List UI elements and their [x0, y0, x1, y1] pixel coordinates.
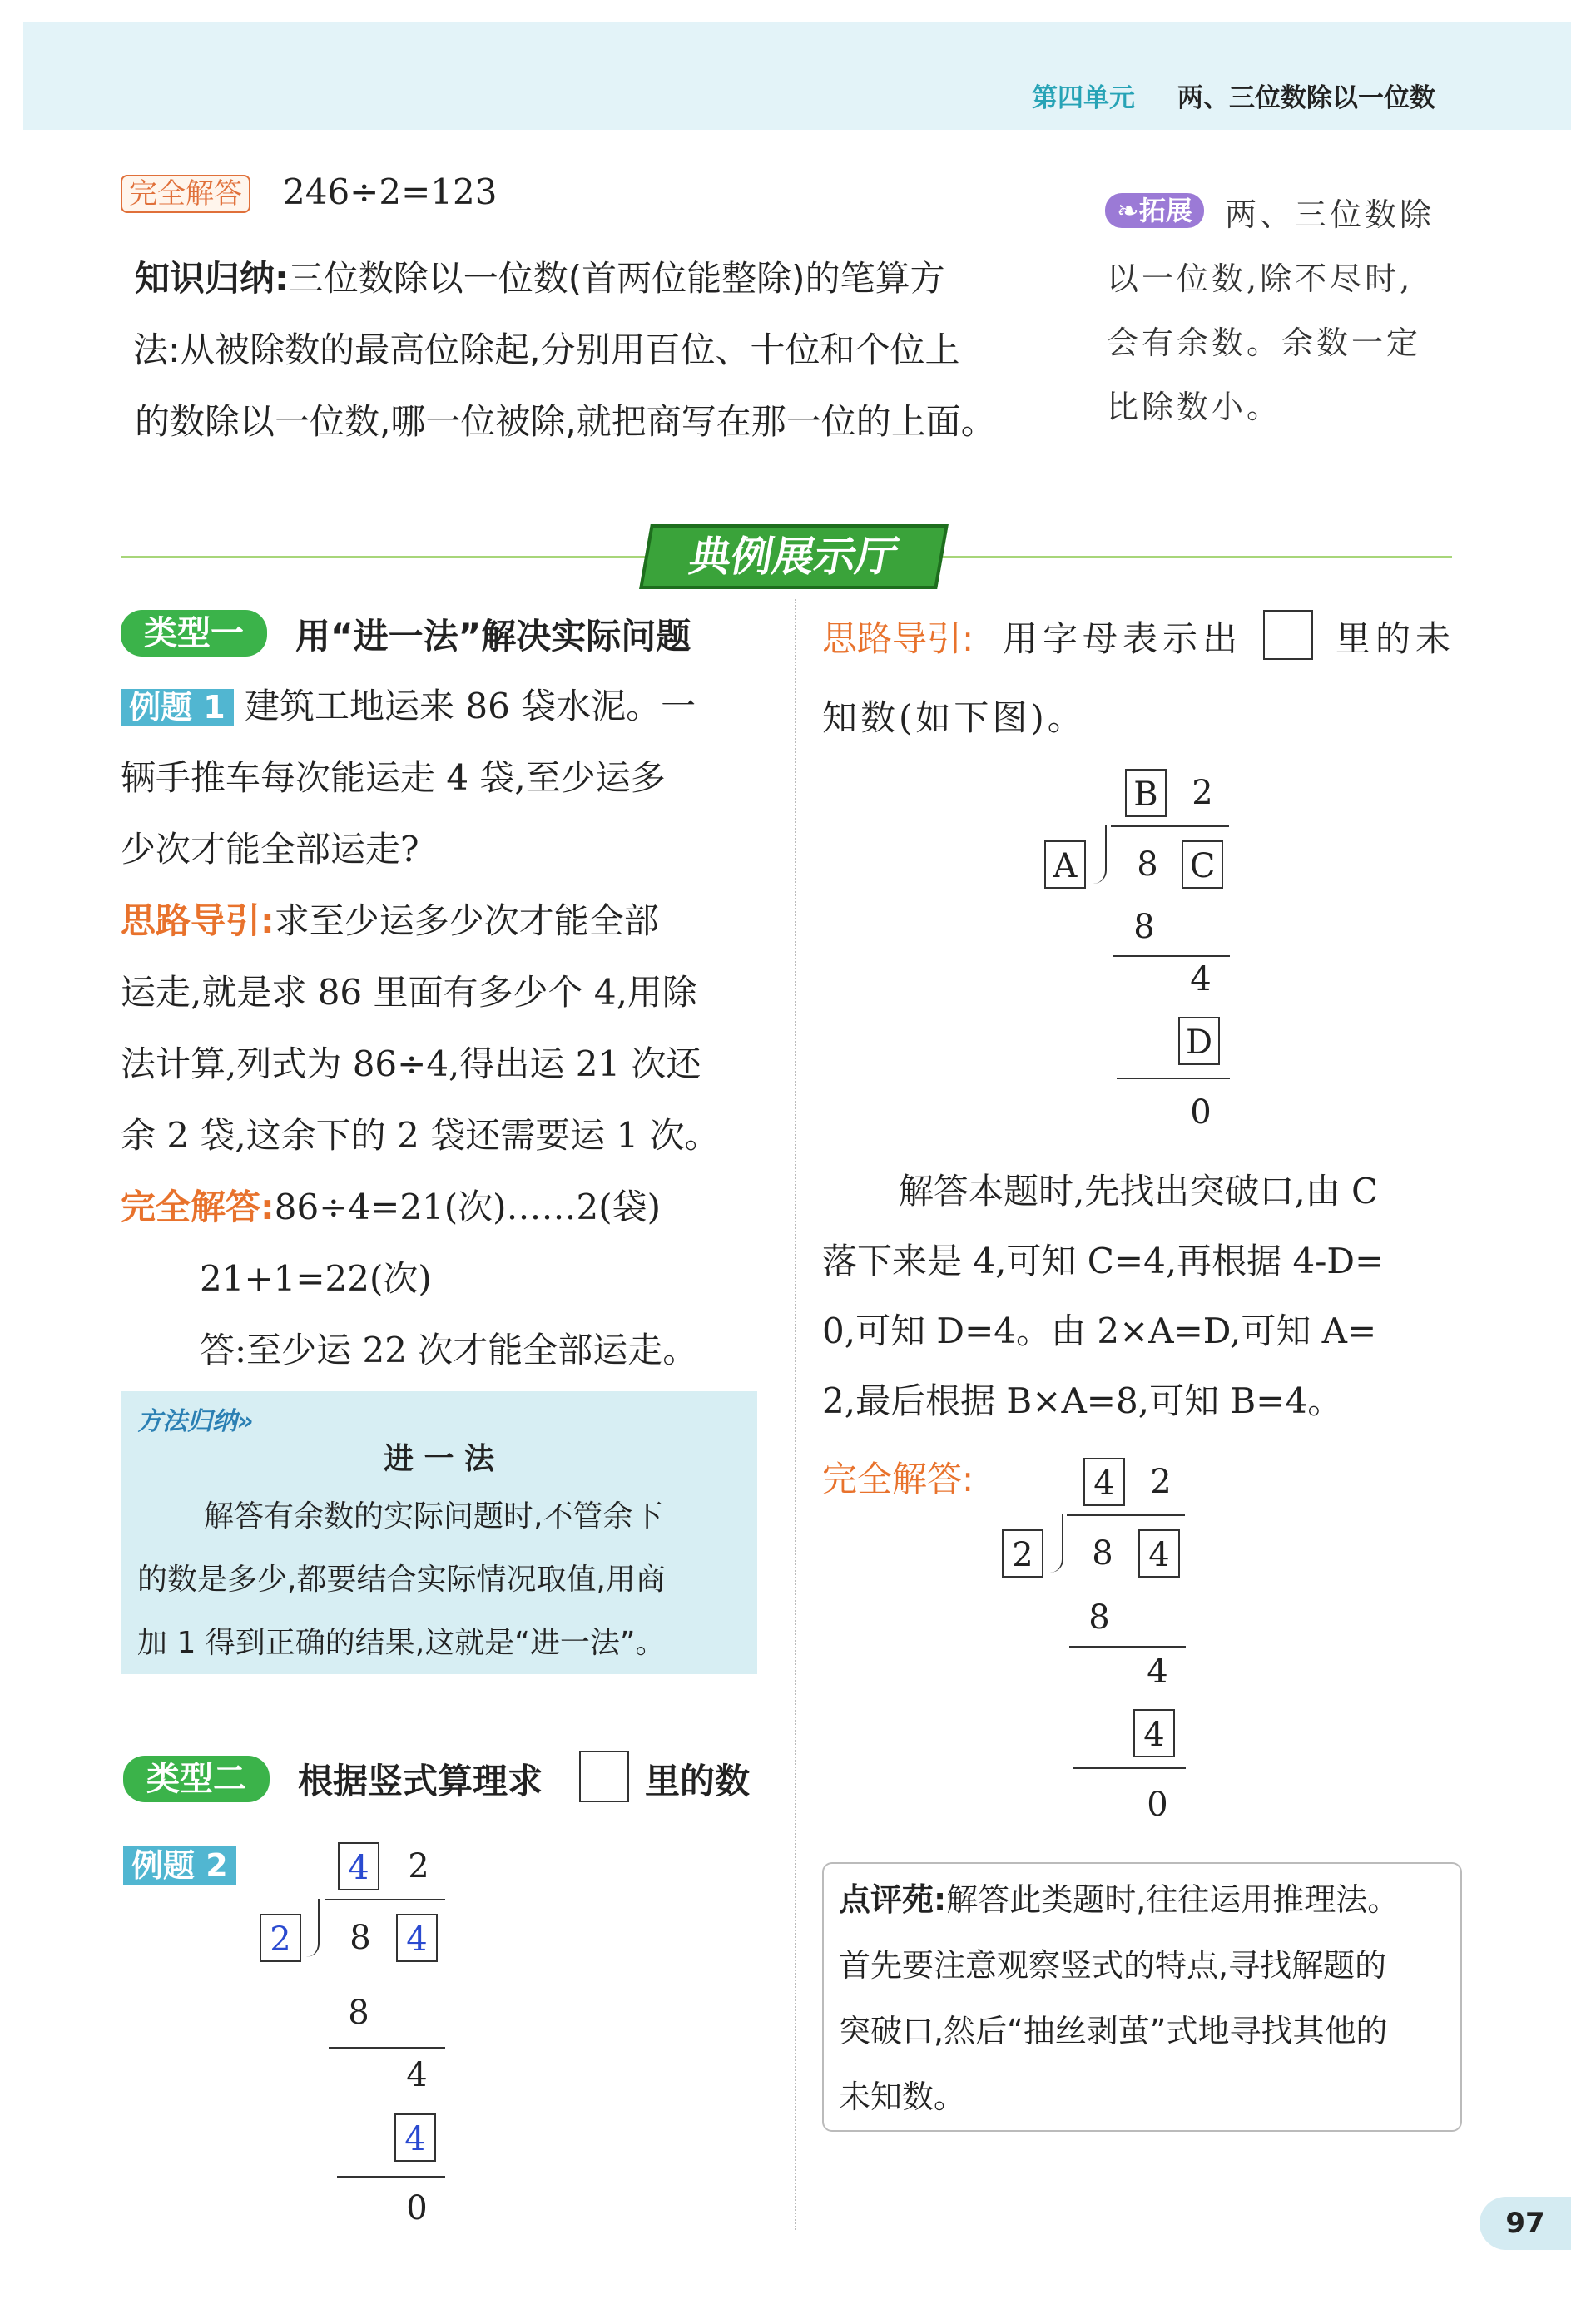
type1-badge: 类型一	[121, 610, 267, 657]
letter-dividend-digit: 8	[1137, 845, 1158, 884]
answer1-line-1: 86÷4=21(次)……2(袋)	[274, 1187, 662, 1227]
ex2-remainder-2: 0	[406, 2189, 428, 2227]
review-line-4: 未知数。	[839, 2079, 966, 2115]
hint1-line-1: 求至少运多少次才能全部	[274, 900, 659, 941]
ans-quotient-box: 4	[1083, 1458, 1125, 1506]
type2-title-post: 里的数	[645, 1761, 751, 1801]
method-line-2: 的数是多少,都要结合实际情况取值,用商	[137, 1563, 666, 1597]
hint1-line-2: 运走,就是求 86 里面有多少个 4,用除	[121, 972, 697, 1013]
method-text	[137, 1485, 757, 1675]
hint2-label: 思路导引:	[822, 618, 974, 659]
ex2-line-1	[329, 2047, 445, 2049]
ans-remainder-2: 0	[1147, 1786, 1168, 1824]
knowledge-line-2: 法:从被除数的最高位除起,分别用百位、十位和个位上	[133, 330, 960, 370]
ex2-dividend-digit: 8	[349, 1919, 371, 1957]
ans-divisor-box: 2	[1002, 1529, 1043, 1578]
type2-title-pre: 根据竖式算理求	[298, 1761, 543, 1801]
explain-line-2: 落下来是 4,可知 C=4,再根据 4-D=	[822, 1241, 1385, 1281]
example1-badge: 例题 1	[121, 689, 234, 726]
knowledge-line-1: 三位数除以一位数(首两位能整除)的笔算方	[288, 258, 945, 299]
ans-line-2	[1073, 1767, 1186, 1769]
hint1-line-4: 余 2 袋,这余下的 2 袋还需要运 1 次。	[121, 1115, 720, 1156]
ex2-subtract-box: 4	[394, 2113, 436, 2162]
answer1-line-2: 21+1=22(次)	[200, 1258, 432, 1299]
expand-icon: ❧	[1117, 195, 1139, 226]
letter-quotient-box: B	[1125, 769, 1167, 817]
ans-division-bracket	[1050, 1514, 1063, 1573]
method-label: 方法归纳»	[137, 1407, 254, 1436]
hint2-pre: 用字母表示出	[1003, 618, 1243, 659]
q-line-1: 建筑工地运来 86 袋水泥。一	[245, 686, 696, 726]
hint2-line-2: 知数(如下图)。	[822, 697, 1086, 738]
q-line-2: 辆手推车每次能运走 4 袋,至少运多	[121, 757, 666, 798]
knowledge-line-3: 的数除以一位数,哪一位被除,就把商写在那一位的上面。	[135, 401, 996, 442]
example1-question	[121, 671, 770, 1386]
ans-division-bar	[1067, 1514, 1185, 1516]
letter-dividend-box: C	[1182, 840, 1223, 889]
top-answer: 246÷2=123	[283, 171, 498, 212]
header-unit: 第四单元	[1032, 83, 1135, 113]
ex2-subtract-1: 8	[348, 1994, 369, 2032]
answer1-line-3: 答:至少运 22 次才能全部运走。	[200, 1330, 698, 1370]
review-line-2: 首先要注意观察竖式的特点,寻找解题的	[839, 1947, 1387, 1984]
column-divider	[795, 599, 796, 2230]
review-text	[839, 1867, 1455, 2130]
ex2-division-bracket	[306, 1899, 320, 1957]
example2-badge: 例题 2	[123, 1846, 236, 1885]
tuozhan-label: 拓展	[1138, 195, 1192, 226]
hint1-line-3: 法计算,列式为 86÷4,得出运 21 次还	[121, 1043, 701, 1084]
method-line-1: 解答有余数的实际问题时,不管余下	[204, 1499, 663, 1534]
letter-division-bracket	[1093, 825, 1107, 884]
blank-box	[579, 1751, 629, 1802]
knowledge-block	[135, 243, 1058, 458]
review-label: 点评苑:	[839, 1881, 947, 1918]
ex2-dividend-box: 4	[396, 1914, 438, 1962]
answer-tag: 完全解答	[121, 175, 250, 213]
ex2-quotient-box: 4	[338, 1842, 379, 1890]
explain-line-4: 2,最后根据 B×A=8,可知 B=4。	[822, 1380, 1343, 1421]
ans-subtract-box: 4	[1133, 1709, 1175, 1757]
explain-line-1: 解答本题时,先找出突破口,由 C	[899, 1171, 1379, 1212]
ex2-line-2	[337, 2176, 445, 2178]
letter-subtract-box: D	[1178, 1017, 1220, 1065]
knowledge-label: 知识归纳:	[135, 258, 289, 299]
letter-remainder-1: 4	[1190, 960, 1212, 998]
method-line-3: 加 1 得到正确的结果,这就是“进一法”。	[137, 1626, 666, 1660]
letter-divisor-box: A	[1044, 840, 1086, 889]
hint-blank-box	[1263, 610, 1313, 660]
letter-division-bar	[1111, 825, 1229, 827]
header-title: 两、三位数除以一位数	[1177, 83, 1435, 113]
explain-line-3: 0,可知 D=4。由 2×A=D,可知 A=	[822, 1311, 1377, 1351]
ex2-division-bar	[325, 1899, 445, 1900]
letter-line-2	[1117, 1078, 1230, 1079]
explain-block	[822, 1157, 1463, 1436]
review-line-1: 解答此类题时,往往运用推理法。	[946, 1881, 1400, 1918]
ans-dividend-box: 4	[1138, 1529, 1180, 1578]
ans-quotient-digit: 2	[1150, 1463, 1172, 1501]
method-title: 进 一 法	[383, 1442, 495, 1476]
section-banner: 典例展示厅	[639, 524, 949, 589]
hint2-post: 里的未	[1336, 618, 1456, 659]
type1-title: 用“进一法”解决实际问题	[295, 616, 691, 657]
ex2-divisor-box: 2	[260, 1914, 301, 1962]
ans-dividend-digit: 8	[1092, 1534, 1113, 1573]
ex2-quotient-digit: 2	[408, 1847, 429, 1885]
review-line-3: 突破口,然后“抽丝剥茧”式地寻找其他的	[839, 2013, 1388, 2049]
ans-subtract-1: 8	[1088, 1598, 1110, 1637]
hint1-label: 思路导引:	[121, 900, 275, 941]
ex2-remainder-1: 4	[406, 2056, 428, 2094]
letter-remainder-2: 0	[1190, 1093, 1212, 1132]
q-line-3: 少次才能全部运走?	[121, 829, 419, 870]
answer1-label: 完全解答:	[121, 1187, 275, 1227]
type2-badge: 类型二	[123, 1756, 270, 1802]
ans-remainder-1: 4	[1147, 1653, 1168, 1691]
letter-subtract-1: 8	[1133, 908, 1155, 946]
letter-quotient-digit: 2	[1192, 774, 1213, 812]
answer2-label: 完全解答:	[822, 1459, 974, 1499]
tuozhan-text: 两、三位数除以一位数,除不尽时,会有余数。余数一定比除数小。	[1107, 196, 1435, 425]
page-number: 97	[1480, 2197, 1571, 2250]
